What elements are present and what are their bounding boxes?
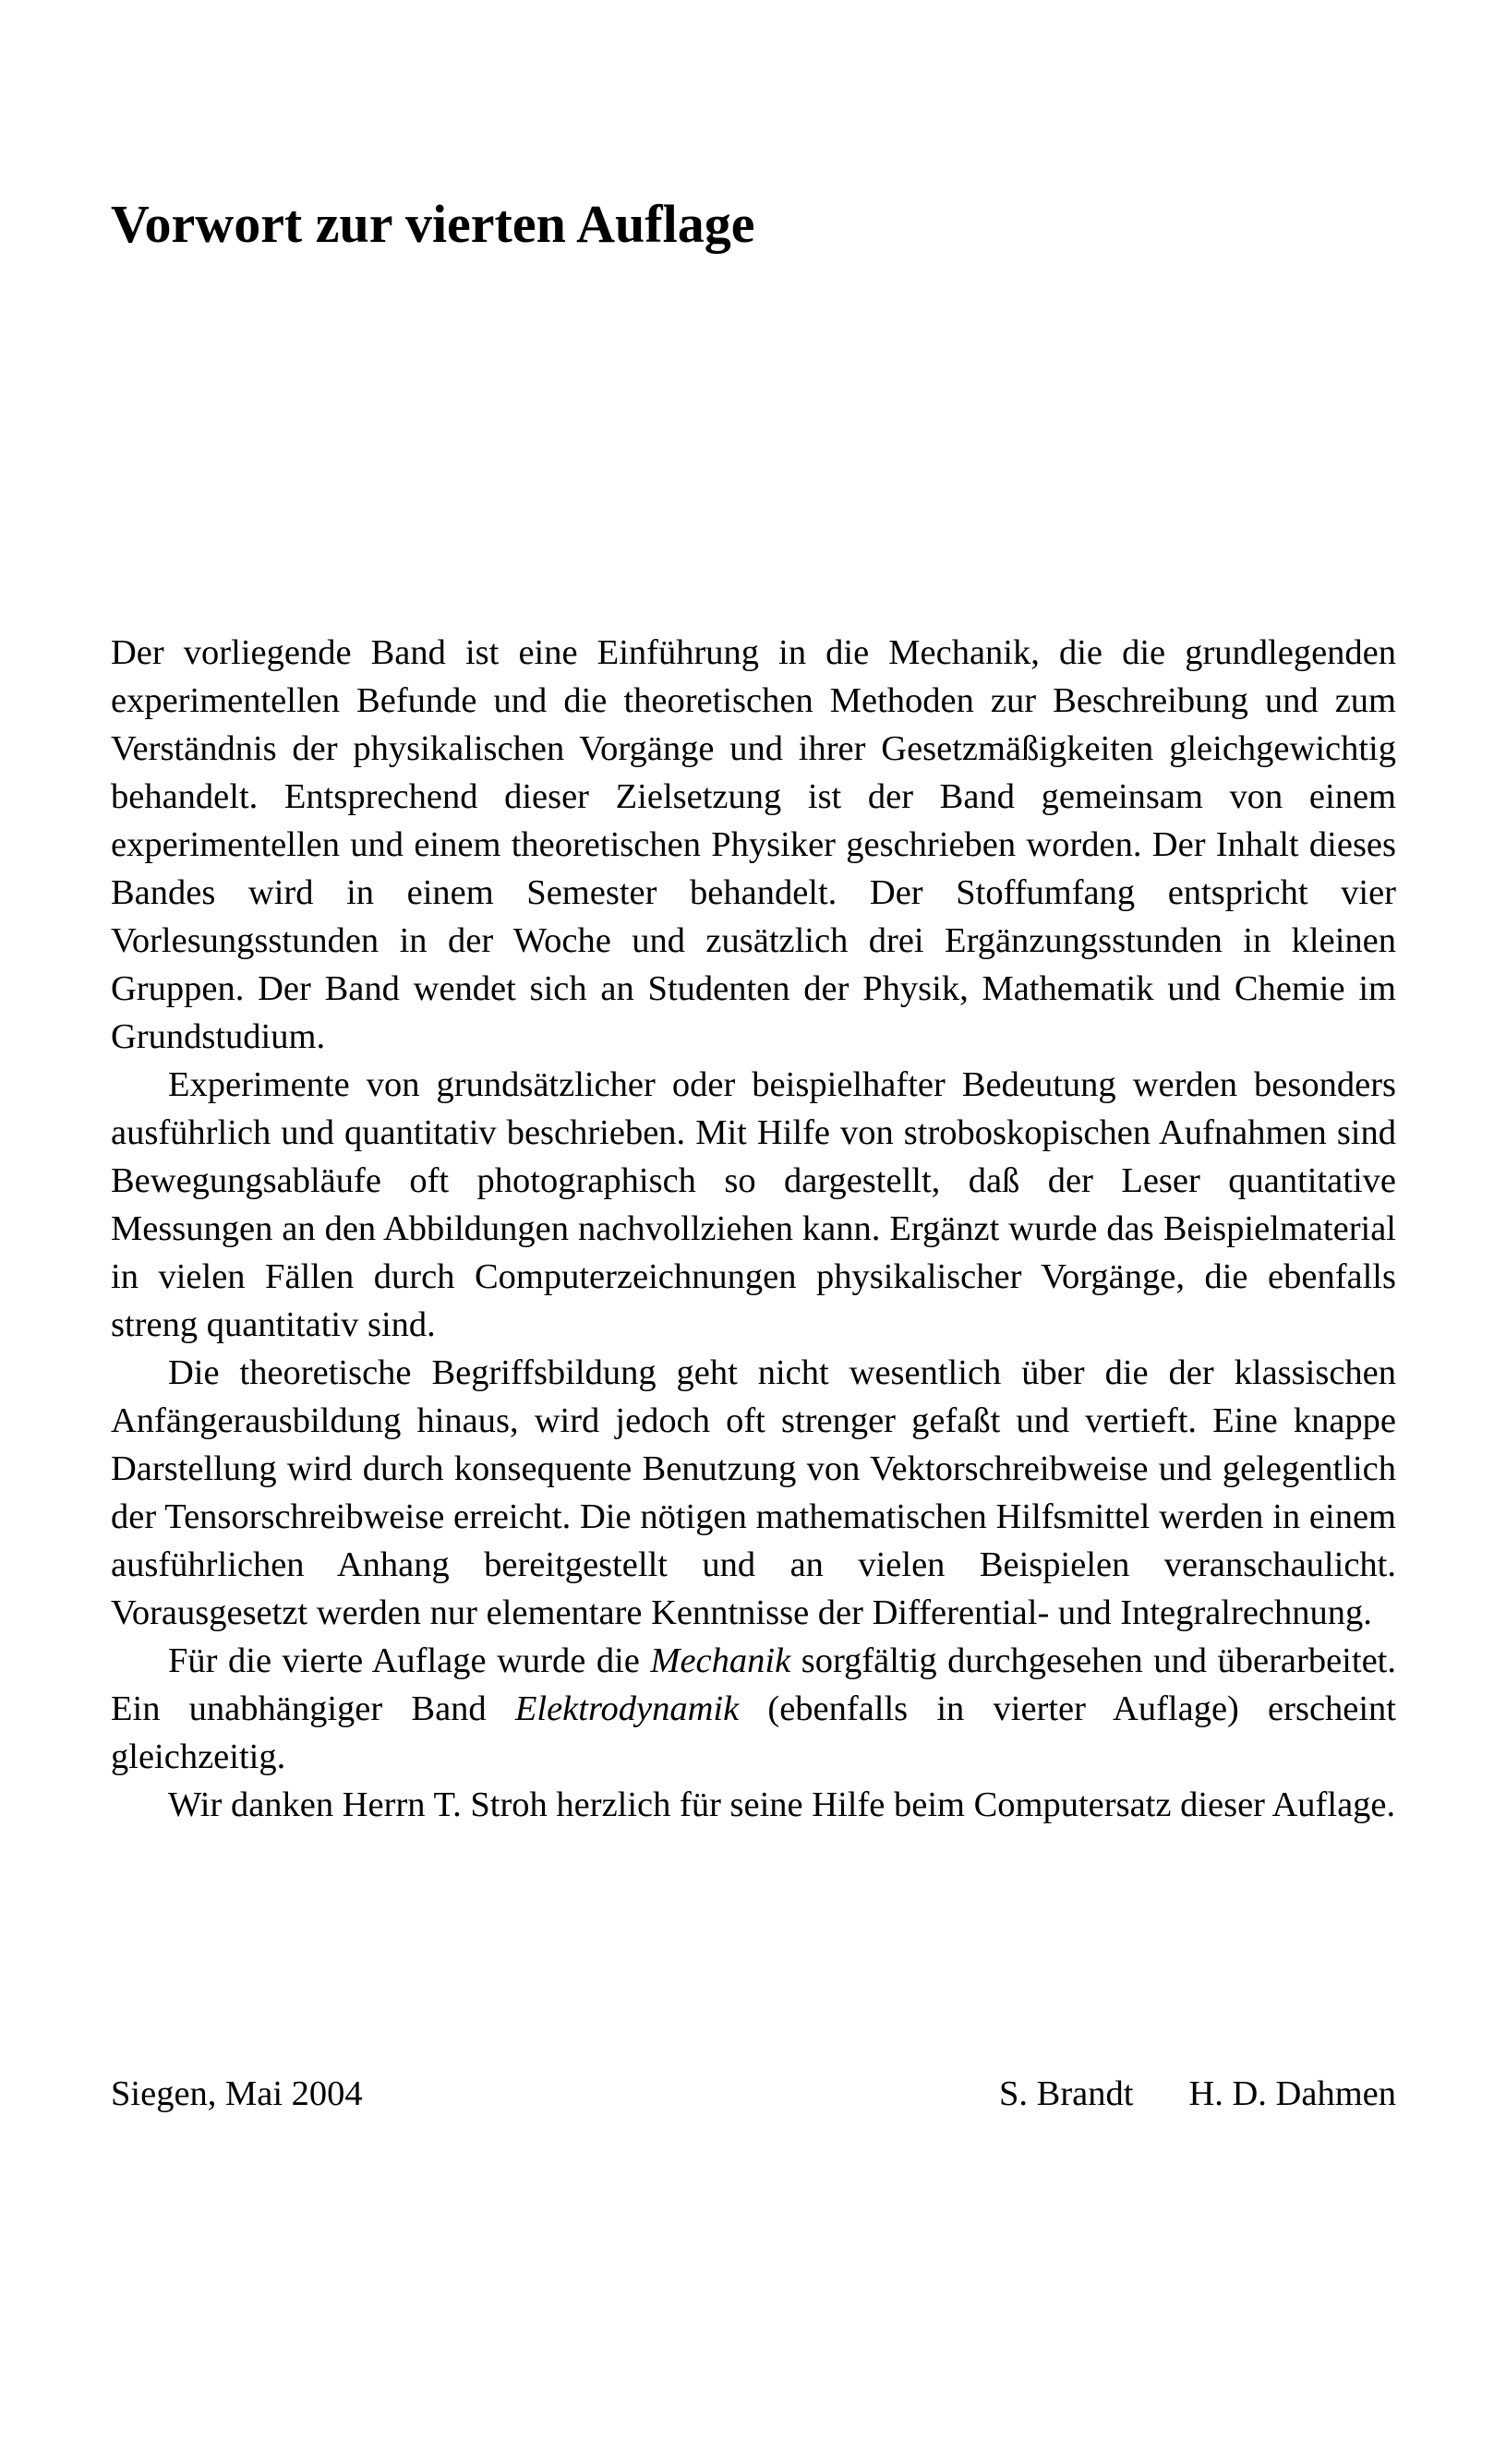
page-title: Vorwort zur vierten Auflage — [111, 194, 755, 254]
paragraph-1: Der vorliegende Band ist eine Einführung in die Mechanik, die die grundlegenden experimentellen Befunde und die theoretischen Methoden zur Beschreibung und zum Verständnis der physikalischen Vorgänge und ihrer Gesetzmäßigkeiten gleichgewichtig behandelt. Entsprechend dieser Zielsetzung ist der Band gemeinsam von einem experimentellen und einem theoretischen Physiker geschrieben worden. Der Inhalt dieses Bandes wird in einem Semester behandelt. Der Stoffumfang entspricht vier Vorlesungsstunden in der Woche und zusätzlich drei Ergänzungsstunden in kleinen Gruppen. Der Band wendet sich an Studenten der Physik, Mathematik und Chemie im Grundstudium. — [111, 633, 1396, 1056]
authors — [999, 2070, 1396, 2118]
paragraph-3: Die theoretische Begriffsbildung geht nicht wesentlich über die der klassischen Anfängerausbildung hinaus, wird jedoch oft strenger gefaßt und vertieft. Eine knappe Darstellung wird durch konsequente Benutzung von Vektorschreibweise und gelegentlich der Tensorschreibweise erreicht. Die nötigen mathematischen Hilfsmittel werden in einem ausführlichen Anhang bereitgestellt und an vielen Beispielen veranschaulicht. Vorausgesetzt werden nur elementare Kenntnisse der Differential- und Integralrechnung. — [111, 1353, 1396, 1632]
paragraph-4-text-c: (ebenfalls in vierter Auflage) erscheint gleichzeitig. — [111, 1689, 1397, 1776]
paragraph-4-text-b: sorgfältig durchgesehen und überarbeitet. Ein unabhängiger Band — [111, 1641, 1396, 1728]
book-title-mechanik: Mechanik — [650, 1641, 791, 1680]
paragraph-5: Wir danken Herrn T. Stroh herzlich für seine Hilfe beim Computersatz dieser Auflage. — [168, 1785, 1396, 1824]
book-title-elektrodynamik: Elektrodynamik — [514, 1689, 740, 1728]
author-name: H. D. Dahmen — [1188, 2074, 1396, 2113]
paragraph-4-text-a: Für die vierte Auflage wurde die — [168, 1641, 651, 1680]
paragraph-4 — [111, 1637, 1396, 1781]
author-name: S. Brandt — [999, 2074, 1134, 2113]
preface-body — [111, 629, 1396, 1829]
place-date: Siegen, Mai 2004 — [111, 2074, 363, 2113]
paragraph-2: Experimente von grundsätzlicher oder beispielhafter Bedeutung werden besonders ausführlich und quantitativ beschrieben. Mit Hilfe von stroboskopischen Aufnahmen sind Bewegungsabläufe oft photographisch so dargestellt, daß der Leser quantitative Messungen an den Abbildungen nachvollziehen kann. Ergänzt wurde das Beispielmaterial in vielen Fällen durch Computerzeichnungen physikalischer Vorgänge, die ebenfalls streng quantitativ sind. — [111, 1065, 1396, 1344]
signature-line — [111, 2070, 1396, 2118]
